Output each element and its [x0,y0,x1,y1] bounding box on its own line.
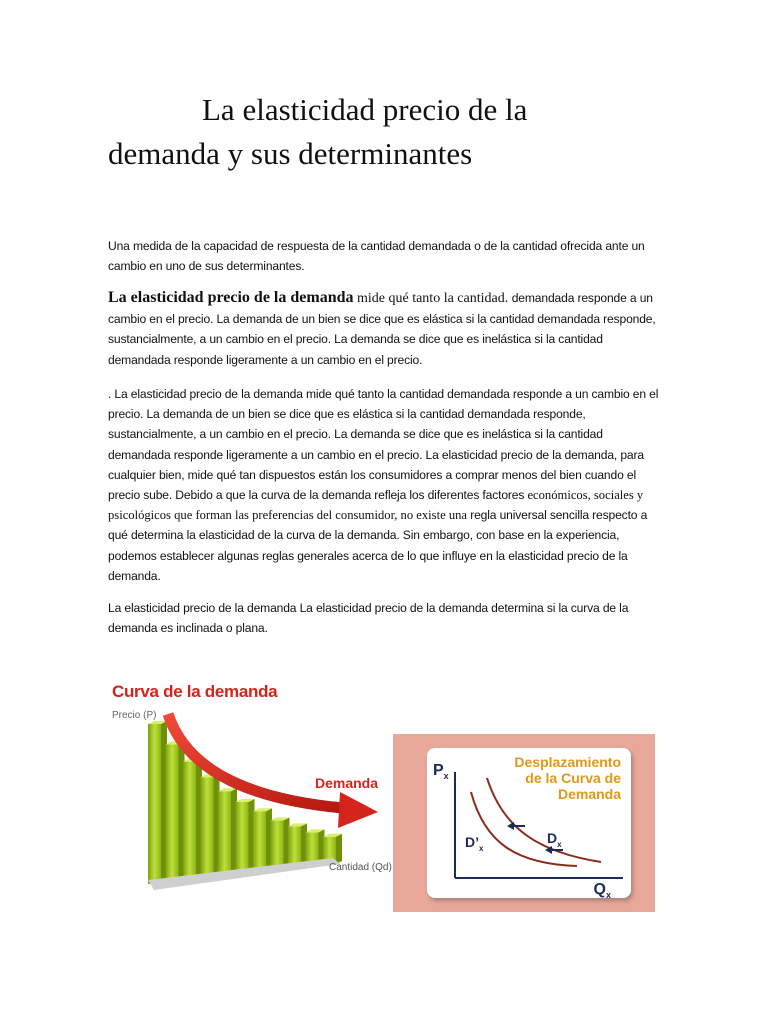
demand-bar [166,744,179,882]
demand-arrow-head [338,792,378,828]
demand-shift-card [427,748,631,898]
demand-curve-label: Demanda [315,775,379,791]
price-axis-symbol: $P_x$ [433,762,449,782]
demand-bar [288,826,301,868]
shift-title-line2: de la Curva de [525,770,621,786]
paragraph-bold-lead: La elasticidad precio de la demanda [108,289,354,306]
price-axis-label: Precio (P) [112,710,157,721]
quantity-axis-symbol: $Q_x$ [593,880,611,900]
demand-bar [253,811,266,872]
paragraph-conclusion: La elasticidad precio de la demanda La elasticidad precio de la demanda determina si la curva de la demanda es inclinada o plana. [108,601,629,636]
paragraph-elasticity-detail [108,384,664,586]
page-title [108,88,668,176]
shift-title-line3: Demanda [557,786,621,802]
demand-bar [218,791,231,876]
original-demand-label: $D_x$ [547,830,562,849]
quantity-axis-label: Cantidad (Qd) [329,862,392,873]
paragraph-rest: demandada responde a un cambio en el precio. La demanda de un bien se dice que es elástica si la cantidad demandada responde, sustancialmente, a un cambio en el precio. La demanda se dice que es inelástica si la cantidad demandada responde ligeramente a un cambio en el precio. [108,291,656,367]
shift-figure-title [491,754,621,802]
shift-arrowhead-upper [507,822,514,830]
paragraph-serif-part: económicos, sociales y psicológicos que forman las preferencias del consumidor, no existe una [108,488,644,523]
demand-curve-shifted [471,792,577,866]
paragraph-serif-phrase: mide qué tanto la cantidad. [353,291,512,306]
demand-bar [271,820,284,870]
demand-shift-figure [393,734,655,912]
demand-curve-figure [108,680,392,910]
page-title-line2: demanda y sus determinantes [108,136,473,171]
shift-title-line1: Desplazamiento [514,754,621,770]
demand-bar [201,777,214,878]
paragraph-definition: Una medida de la capacidad de respuesta de la cantidad demandada o de la cantidad ofrecida ante un cambio en uno de sus determinantes. [108,239,645,274]
demand-bar [148,724,161,884]
demand-figure-title: Curva de la demanda [112,682,278,701]
paragraph-part-a: . La elasticidad precio de la demanda mide qué tanto la cantidad demandada responde a un cambio en el precio. La demanda de un bien se dice que es elástica si la cantidad demandada responde, sustancialmente, a un cambio en el precio. La demanda se dice que es inelástica si la cantidad demandada responde ligeramente a un cambio en el precio. La elasticidad precio de la demanda, para cualquier bien, mide qué tan dispuestos están los consumidores a comprar menos del bien cuando el precio sube. Debido a que la curva de la demanda refleja los diferentes factores [108,387,659,503]
shifted-demand-label: $D’_x$ [465,834,484,853]
page-title-line1: La elasticidad precio de la [202,92,528,127]
paragraph-elasticity-intro [108,288,664,370]
demand-bar-side [336,834,342,864]
demand-bar [236,802,249,874]
demand-bar [183,762,196,880]
paragraph-part-b: regla universal sencilla respecto a qué determina la elasticidad de la curva de la demanda. Sin embargo, con base en la experiencia, podemos establecer algunas reglas generales acerca de lo que influye en la elasticidad precio de la demanda. [108,508,648,583]
